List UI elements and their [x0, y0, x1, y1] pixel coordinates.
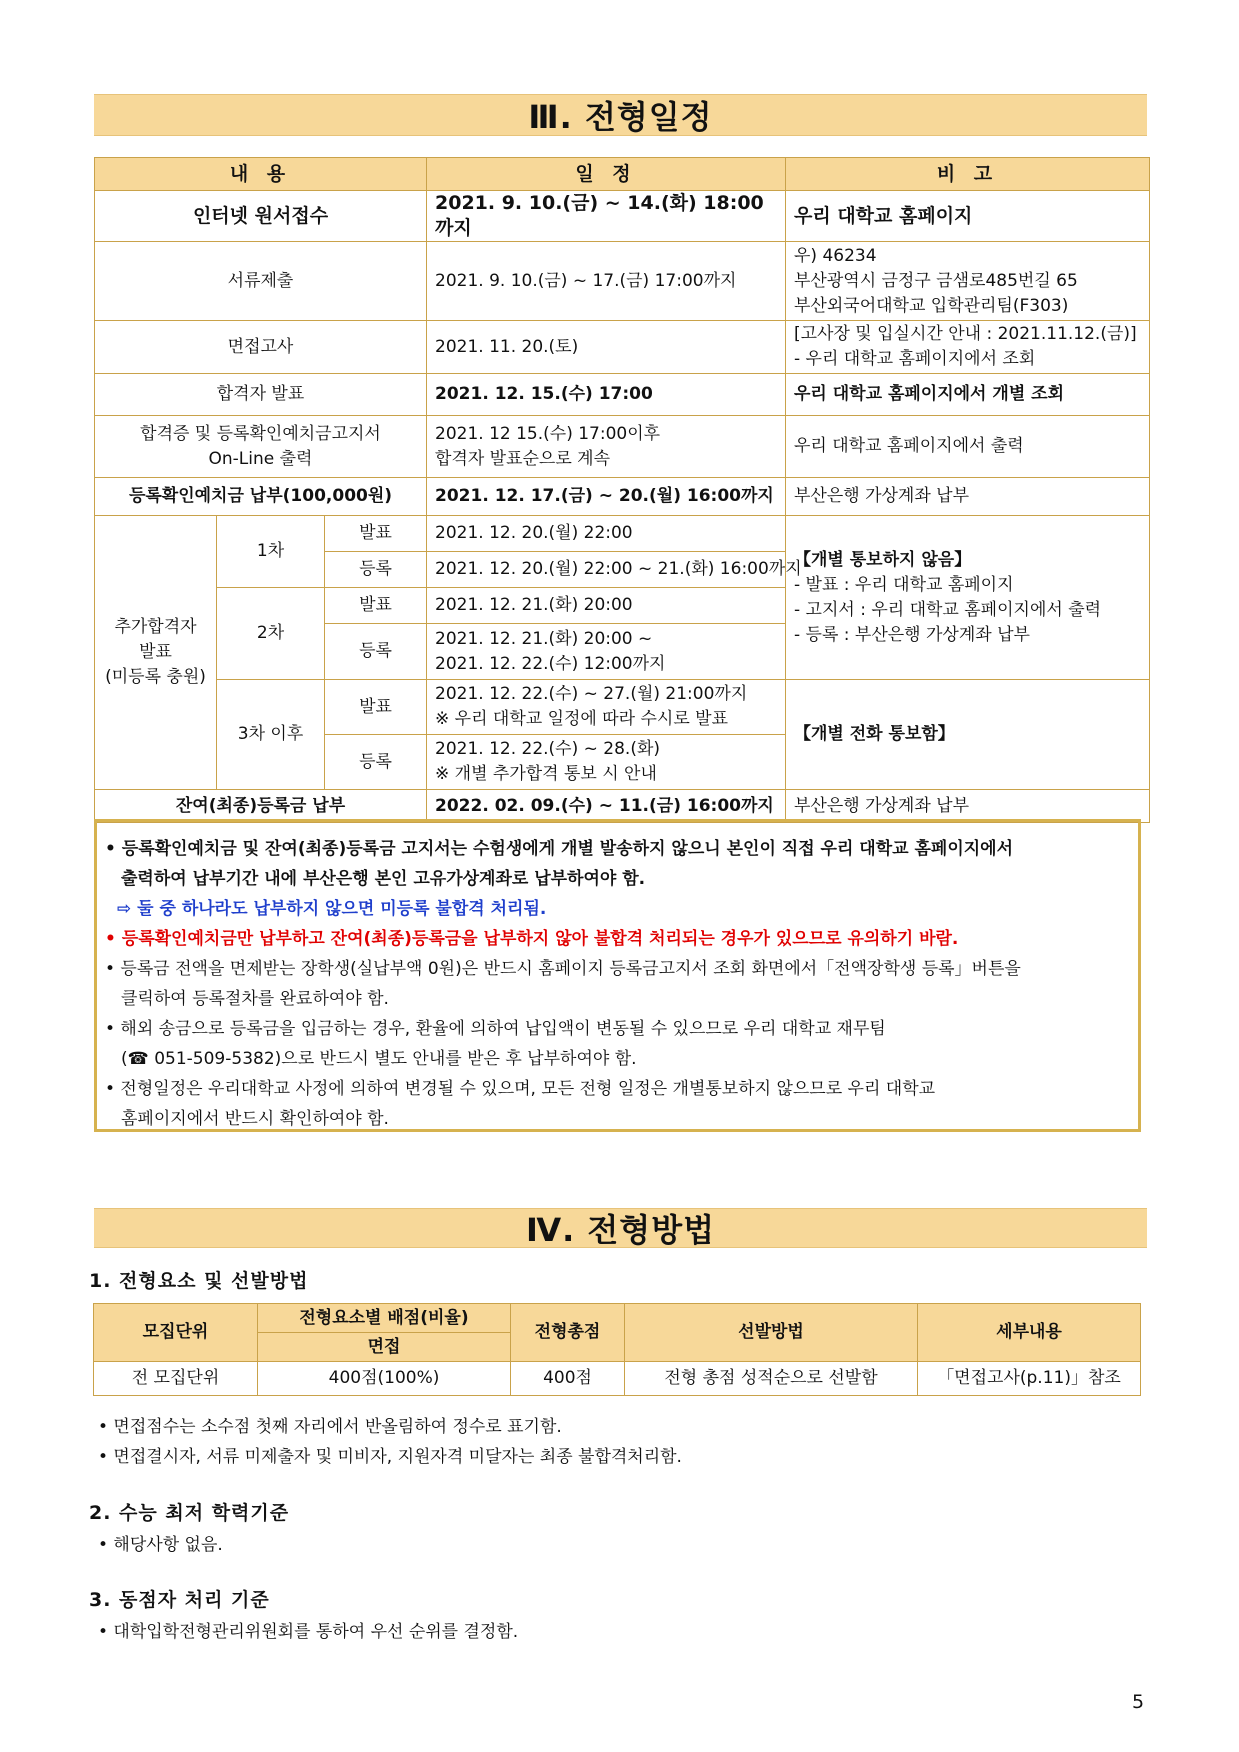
date-line: 2021. 12. 22.(수) ~ 28.(화) — [435, 739, 661, 759]
header-method: 선발방법 — [625, 1304, 918, 1362]
note-paragraph: 클릭하여 등록절차를 완료하여야 함. — [121, 989, 389, 1009]
round-2-label: 2차 — [217, 588, 325, 680]
subsection-1-title: 1. 전형요소 및 선발방법 — [89, 1270, 309, 1292]
header-interview: 면접 — [258, 1333, 511, 1362]
table-row — [95, 790, 1150, 823]
date-line: 2021. 12 15.(수) 17:00이후 — [435, 423, 661, 444]
bullet-item: • 면접점수는 소수점 첫째 자리에서 반올림하여 정수로 표기함. — [98, 1417, 562, 1437]
note-title: 【개별 통보하지 않음】 — [794, 549, 972, 570]
table-row — [94, 1362, 1141, 1396]
header-date: 일 정 — [427, 158, 786, 191]
cell-note — [786, 321, 1150, 374]
method-table — [93, 1303, 1141, 1396]
cell-item: 면접고사 — [95, 321, 427, 374]
cell-detail: 「면접고사(p.11)」참조 — [918, 1362, 1141, 1396]
note-paragraph: (☎ 051-509-5382)으로 반드시 별도 안내를 받은 후 납부하여야 함. — [121, 1049, 637, 1069]
note-line: - 발표 : 우리 대학교 홈페이지 — [794, 574, 1014, 595]
table-row — [95, 321, 1150, 374]
cell-item: 등록확인예치금 납부(100,000원) — [95, 478, 427, 516]
header-content: 내 용 — [95, 158, 427, 191]
header-score: 전형요소별 배점(비율) — [258, 1304, 511, 1333]
address-office: 부산외국어대학교 입학관리팀(F303) — [794, 295, 1069, 316]
cell-note: 부산은행 가상계좌 납부 — [786, 790, 1150, 823]
date-line: 2021. 12. 21.(화) 20:00 ~ — [435, 628, 653, 649]
section-4-title: Ⅳ. 전형방법 — [94, 1208, 1147, 1248]
cell-date — [427, 680, 786, 735]
cell-note: 우리 대학교 홈페이지에서 개별 조회 — [786, 374, 1150, 416]
note-line: [고사장 및 입실시간 안내 : 2021.11.12.(금)] — [794, 324, 1137, 344]
register-label: 등록 — [325, 735, 427, 790]
subsection-3-title: 3. 동점자 처리 기준 — [89, 1589, 270, 1611]
item-line: On-Line 출력 — [208, 448, 313, 469]
cell-date: 2021. 9. 10.(금) ~ 14.(화) 18:00까지 — [427, 191, 786, 242]
announce-label: 발표 — [325, 588, 427, 624]
cell-date: 2021. 11. 20.(토) — [427, 321, 786, 374]
register-label: 등록 — [325, 624, 427, 680]
page-number: 5 — [1132, 1691, 1145, 1713]
table-header-row — [95, 158, 1150, 191]
cell-date — [427, 735, 786, 790]
note-paragraph: 출력하여 납부기간 내에 부산은행 본인 고유가상계좌로 납부하여야 함. — [121, 869, 646, 889]
announce-label: 발표 — [325, 516, 427, 552]
note-paragraph: • 등록확인예치금 및 잔여(최종)등록금 고지서는 수험생에게 개별 발송하지 않으니 본인이 직접 우리 대학교 홈페이지에서 — [105, 839, 1014, 859]
table-row — [95, 516, 1150, 552]
cell-item: 합격자 발표 — [95, 374, 427, 416]
cell-item — [95, 416, 427, 478]
cell-date: 2021. 9. 10.(금) ~ 17.(금) 17:00까지 — [427, 242, 786, 321]
cell-note — [786, 516, 1150, 680]
date-line: 2021. 12. 22.(수) ~ 27.(월) 21:00까지 — [435, 684, 748, 704]
date-line: ※ 개별 추가합격 통보 시 안내 — [435, 764, 657, 784]
cell-note — [786, 242, 1150, 321]
cell-item: 잔여(최종)등록금 납부 — [95, 790, 427, 823]
table-row — [95, 374, 1150, 416]
section-3-title: Ⅲ. 전형일정 — [94, 94, 1147, 136]
table-row — [95, 191, 1150, 242]
schedule-table — [94, 157, 1150, 823]
label-line: 발표 — [139, 642, 172, 662]
cell-date: 2021. 12. 20.(월) 22:00 ~ 21.(화) 16:00까지 — [427, 552, 786, 588]
cell-item: 서류제출 — [95, 242, 427, 321]
bullet-item: • 해당사항 없음. — [98, 1535, 223, 1555]
cell-date: 2022. 02. 09.(수) ~ 11.(금) 16:00까지 — [427, 790, 786, 823]
cell-date — [427, 416, 786, 478]
cell-date: 2021. 12. 21.(화) 20:00 — [427, 588, 786, 624]
cell-date: 2021. 12. 17.(금) ~ 20.(월) 16:00까지 — [427, 478, 786, 516]
label-line: (미등록 충원) — [105, 667, 206, 687]
note-line: - 우리 대학교 홈페이지에서 조회 — [794, 349, 1036, 369]
table-row — [95, 416, 1150, 478]
cell-interview: 400점(100%) — [258, 1362, 511, 1396]
register-label: 등록 — [325, 552, 427, 588]
cell-date — [427, 624, 786, 680]
note-line: - 고지서 : 우리 대학교 홈페이지에서 출력 — [794, 599, 1102, 620]
note-warning: ⇨ 둘 중 하나라도 납부하지 않으면 미등록 불합격 처리됨. — [117, 899, 547, 919]
label-line: 추가합격자 — [114, 617, 197, 637]
table-row — [95, 478, 1150, 516]
cell-method: 전형 총점 성적순으로 선발함 — [625, 1362, 918, 1396]
header-total: 전형총점 — [511, 1304, 625, 1362]
notes-box — [94, 819, 1141, 1132]
address-street: 부산광역시 금정구 금샘로485번길 65 — [794, 270, 1078, 291]
table-header-row — [94, 1304, 1141, 1333]
header-note: 비 고 — [786, 158, 1150, 191]
note-alert: • 등록확인예치금만 납부하고 잔여(최종)등록금을 납부하지 않아 불합격 처리되는 경우가 있으므로 유의하기 바람. — [105, 929, 959, 949]
note-line: - 등록 : 부산은행 가상계좌 납부 — [794, 624, 1030, 645]
cell-item: 인터넷 원서접수 — [95, 191, 427, 242]
address-postcode: 우) 46234 — [794, 245, 877, 266]
cell-unit: 전 모집단위 — [94, 1362, 258, 1396]
date-line: 합격자 발표순으로 계속 — [435, 448, 611, 469]
table-row — [95, 242, 1150, 321]
note-paragraph: 홈페이지에서 반드시 확인하여야 함. — [121, 1109, 389, 1129]
round-3-label: 3차 이후 — [217, 680, 325, 790]
announce-label: 발표 — [325, 680, 427, 735]
header-unit: 모집단위 — [94, 1304, 258, 1362]
date-line: 2021. 12. 22.(수) 12:00까지 — [435, 653, 666, 674]
bullet-item: • 면접결시자, 서류 미제출자 및 미비자, 지원자격 미달자는 최종 불합격처리함. — [98, 1447, 682, 1467]
cell-note: 우리 대학교 홈페이지에서 출력 — [786, 416, 1150, 478]
header-detail: 세부내용 — [918, 1304, 1141, 1362]
date-line: ※ 우리 대학교 일정에 따라 수시로 발표 — [435, 709, 728, 729]
cell-date: 2021. 12. 15.(수) 17:00 — [427, 374, 786, 416]
item-line: 합격증 및 등록확인예치금고지서 — [140, 423, 381, 444]
note-paragraph: • 해외 송금으로 등록금을 입금하는 경우, 환율에 의하여 납입액이 변동될 수 있으므로 우리 대학교 재무팀 — [105, 1019, 886, 1039]
note-paragraph: • 전형일정은 우리대학교 사정에 의하여 변경될 수 있으며, 모든 전형 일정은 개별통보하지 않으므로 우리 대학교 — [105, 1079, 936, 1099]
cell-note: 우리 대학교 홈페이지 — [786, 191, 1150, 242]
additional-label — [95, 516, 217, 790]
subsection-2-title: 2. 수능 최저 학력기준 — [89, 1502, 290, 1524]
note-paragraph: • 등록금 전액을 면제받는 장학생(실납부액 0원)은 반드시 홈페이지 등록금고지서 조회 화면에서「전액장학생 등록」버튼을 — [105, 959, 1021, 979]
bullet-item: • 대학입학전형관리위원회를 통하여 우선 순위를 결정함. — [98, 1622, 519, 1642]
table-row — [95, 680, 1150, 735]
round-1-label: 1차 — [217, 516, 325, 588]
cell-note: 부산은행 가상계좌 납부 — [786, 478, 1150, 516]
cell-total: 400점 — [511, 1362, 625, 1396]
cell-note: 【개별 전화 통보함】 — [786, 680, 1150, 790]
cell-date: 2021. 12. 20.(월) 22:00 — [427, 516, 786, 552]
